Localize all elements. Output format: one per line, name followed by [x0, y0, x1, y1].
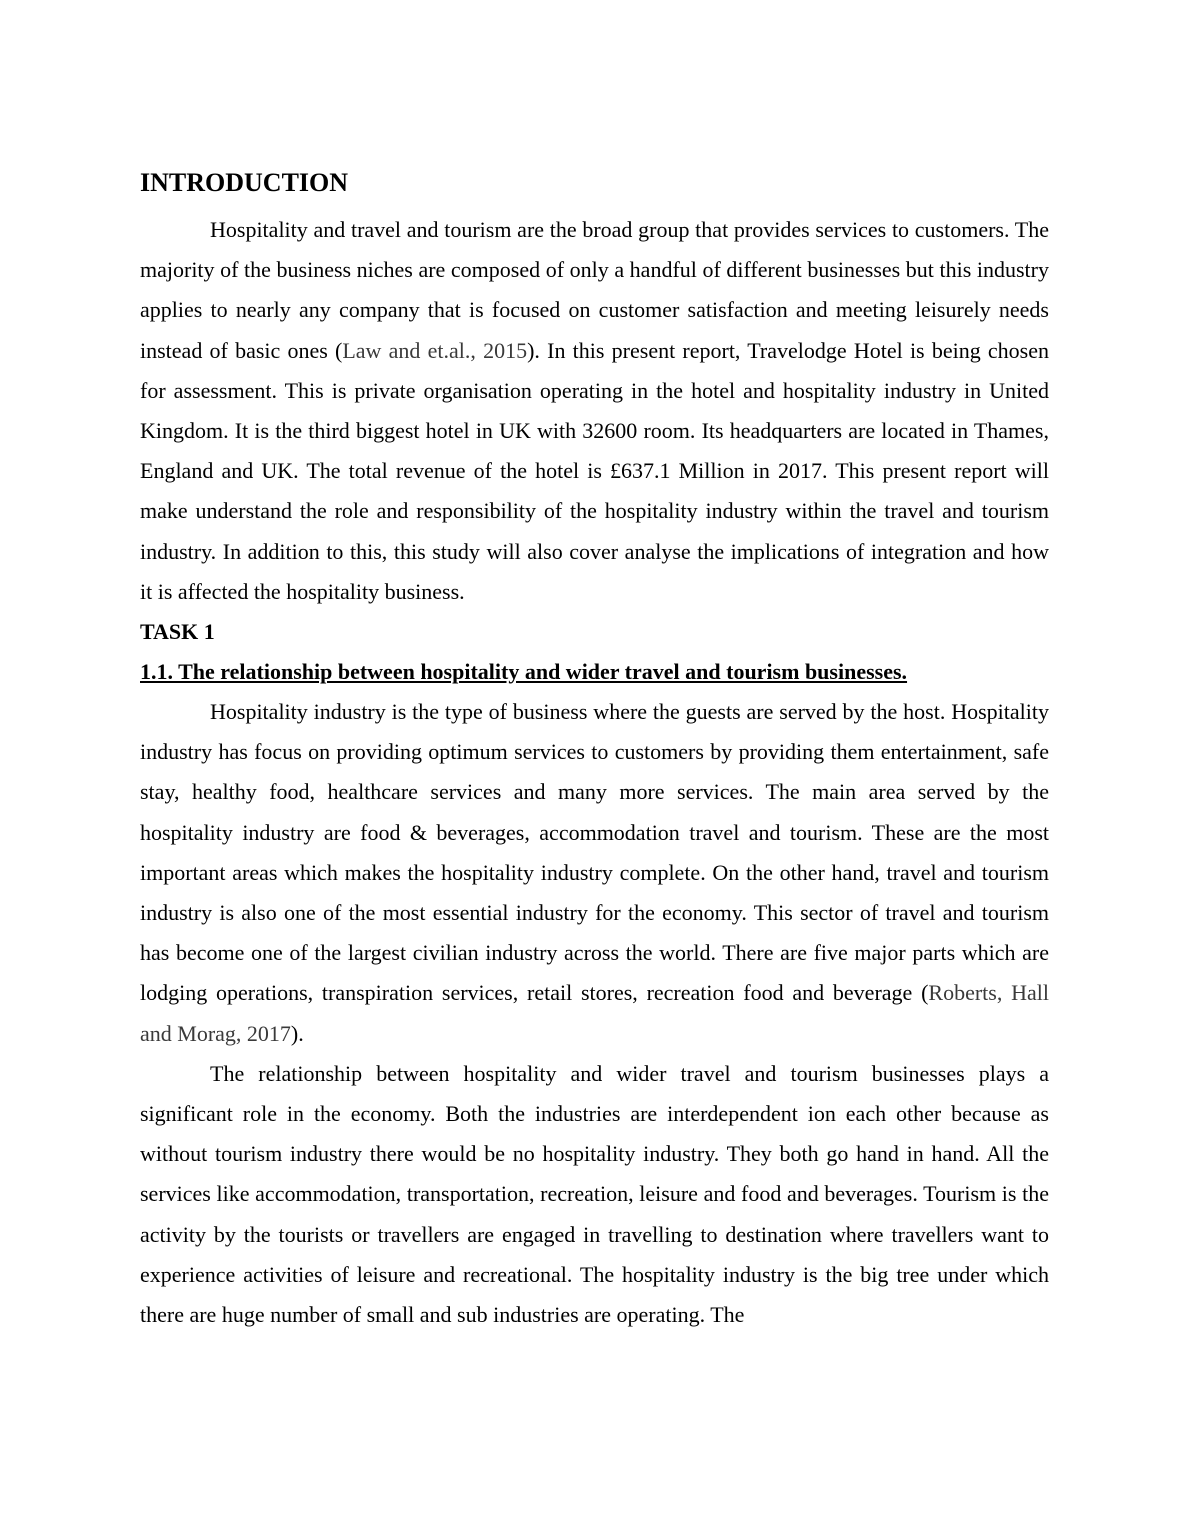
- citation-law-2015: Law and et.al., 2015: [342, 337, 528, 363]
- intro-text-part-1: Hospitality and travel and tourism are the broad group that provides services to customers. The majority of the business niches are composed of only a handful of different businesses but this industry applies to nearly any company that is focused on customer satisfaction and meeting leisurely needs instead of basic ones (: [140, 217, 1049, 363]
- section-1-1-paragraph-1: [140, 692, 1049, 1054]
- task-1-heading: TASK 1: [140, 619, 215, 645]
- section-text-part-1: Hospitality industry is the type of business where the guests are served by the host. Hospitality industry has focus on providing optimum services to customers by providing them entertainment, safe stay, healthy food, healthcare services and many more services. The main area served by the hospitality industry are food & beverages, accommodation travel and tourism. These are the most important areas which makes the hospitality industry complete. On the other hand, travel and tourism industry is also one of the most essential industry for the economy. This sector of travel and tourism has become one of the largest civilian industry across the world. There are five major parts which are lodging operations, transpiration services, retail stores, recreation food and beverage (: [140, 699, 1049, 1006]
- intro-text-part-2: ). In this present report, Travelodge Hotel is being chosen for assessment. This is private organisation operating in the hotel and hospitality industry in United Kingdom. It is the third biggest hotel in UK with 32600 room. Its headquarters are located in Thames, England and UK. The total revenue of the hotel is £637.1 Million in 2017. This present report will make understand the role and responsibility of the hospitality industry within the travel and tourism industry. In addition to this, this study will also cover analyse the implications of integration and how it is affected the hospitality business.: [140, 337, 1050, 604]
- section-1-1-paragraph-2: The relationship between hospitality and wider travel and tourism businesses plays a significant role in the economy. Both the industries are interdependent ion each other because as without tourism industry there would be no hospitality industry. They both go hand in hand. All the services like accommodation, transportation, recreation, leisure and food and beverages. Tourism is the activity by the tourists or travellers are engaged in travelling to destination where travellers want to experience activities of leisure and recreational. The hospitality industry is the big tree under which there are huge number of small and sub industries are operating. The: [140, 1060, 1049, 1328]
- document-page: [140, 166, 1049, 1335]
- citation-roberts-2017: Roberts, Hall and Morag, 2017: [140, 980, 1049, 1046]
- section-1-1-heading: 1.1. The relationship between hospitality and wider travel and tourism businesses.: [140, 659, 908, 685]
- section-text-part-2: ).: [290, 1020, 304, 1046]
- introduction-heading: INTRODUCTION: [140, 168, 349, 197]
- introduction-paragraph: [140, 210, 1049, 612]
